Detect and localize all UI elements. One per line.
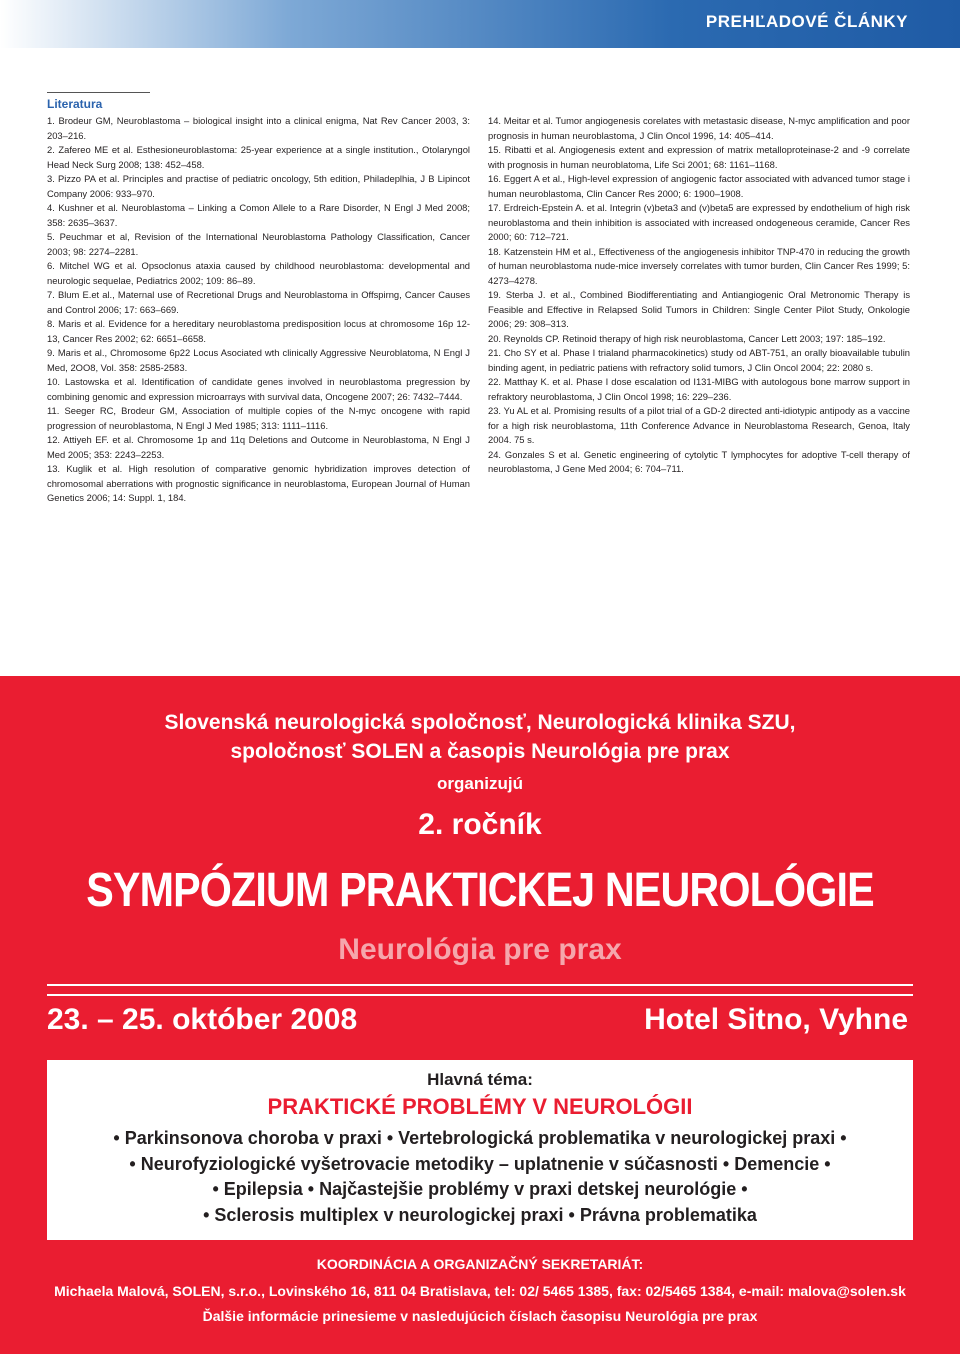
reference-text: Lastowska et al. Identification of candidate genes involved in neuroblastoma pregression by combining genomic and expression microarrays with survival data, Oncogene 2007; 26: 7432–7444. [47, 376, 470, 402]
reference-item [488, 375, 910, 404]
reference-number: 14. [488, 115, 502, 126]
more-info-line: Ďalšie informácie prinesieme v nasledujúcich číslach časopisu Neurológia pre prax [202, 1308, 758, 1324]
section-title: PREHĽADOVÉ ČLÁNKY [705, 12, 908, 31]
reference-text: Yu AL et al. Promising results of a pilot trial of a GD-2 directed anti-idiotypic antipody as a vaccine for a high risk neuroblastoma, 11th Conference Advance in Neuroblastoma Research, Genoa, Italy 2004. 75 s. [488, 405, 910, 445]
reference-number: 20. [488, 332, 502, 344]
reference-item [47, 317, 470, 346]
coordination-heading: KOORDINÁCIA A ORGANIZAČNÝ SEKRETARIÁT: [316, 1256, 644, 1272]
reference-number: 7. [47, 289, 55, 300]
symposium-subtitle: Neurológia pre prax [338, 933, 622, 966]
reference-text: Maris et al., Chromosome 6p22 Locus Asociated wth clinically Aggressive Neuroblatoma, N Engl J Med, 2OO8, Vol. 358: 2585-2583. [47, 347, 470, 373]
section-header-bar [0, 0, 960, 48]
reference-number: 12. [47, 434, 61, 445]
contact-line: Michaela Malová, SOLEN, s.r.o., Lovinského 16, 811 04 Bratislava, tel: 02/ 5465 1385, fax: 02/5465 1384, e-mail: malova@solen.sk [54, 1283, 906, 1299]
reference-item [47, 230, 470, 259]
reference-item [47, 433, 470, 462]
reference-item [488, 404, 910, 448]
reference-number: 16. [488, 173, 502, 184]
reference-text: Zafereo ME et al. Esthesioneuroblastoma: 25-year experience at a single institution., Otolaryngol Head Neck Surg 2008; 138: 452–458. [47, 144, 470, 170]
literature-heading: Literatura [47, 97, 103, 111]
reference-text: Maris et al. Evidence for a hereditary neuroblastoma predisposition locus at chromosome 16p 12-13, Cancer Res 2002; 62: 6651–6658. [47, 318, 470, 344]
reference-text: Kushner et al. Neuroblastoma – Linking a Comon Allele to a Rare Disorder, N Engl J Med 2008; 358: 2635–3637. [47, 202, 471, 228]
reference-item [488, 346, 910, 375]
reference-text: Cho SY et al. Phase I trialand pharmacokinetics) study od ABT-751, an orally bioavailable tubulin binding agent, in pediatric patiens with refractory solid tumors, J Clin Oncol 2004; 22: 2080 s. [488, 347, 911, 373]
reference-number: 9. [47, 347, 55, 358]
theme-box [47, 1060, 913, 1240]
reference-number: 17. [488, 202, 502, 213]
reference-text: Matthay K. et al. Phase I dose escalation od I131-MIBG with autologous bone marrow support in refraktory neuroblastoma, J Clin Oncol 1998; 16: 229–236. [488, 376, 911, 402]
symposium-title: SYMPÓZIUM PRAKTICKEJ NEUROLÓGIE [86, 864, 874, 917]
reference-item [488, 332, 910, 347]
reference-text: Pizzo PA et al. Principles and practise of pediatric oncology, 5th edition, Philadeplhia, J B Lipincot Company 2006: 933–970. [47, 173, 470, 199]
reference-text: Sterba J. et al., Combined Biodifferentiating and Antiangiogenic Oral Metronomic Therapy is Feasible and Effective in Relapsed Solid Tumors in Children: Single Center Pilot Study, Onkologie 2006; 29: 308–313. [488, 289, 911, 329]
topic-line: • Sclerosis multiplex v neurologickej praxi • Právna problematika [203, 1205, 757, 1225]
reference-text: Kuglik et al. High resolution of comparative genomic hybridization improves detection of chromosomal aberrations with prognostic significance in neuroblastoma, European Journal of Human Genetics 2006; 14: Suppl. 1, 184. [47, 463, 470, 503]
literature-rule [47, 92, 150, 93]
topic-line: • Neurofyziologické vyšetrovacie metodiky – uplatnenie v súčasnosti • Demencie • [129, 1154, 831, 1174]
reference-number: 19. [488, 289, 502, 300]
reference-text: Katzenstein HM et al., Effectiveness of the angiogenesis inhibitor TNP-470 in reducing the growth of human neuroblastoma nude-mice inversely correlates with tumor burden, Clin Cancer Res 1999; 5: 4273–4278. [488, 245, 910, 286]
reference-text: Brodeur GM, Neuroblastoma – biological insight into a clinical enigma, Nat Rev Cancer 2003, 3: 203–216. [47, 115, 470, 141]
reference-text: Blum E.et al., Maternal use of Recretional Drugs and Neuroblastoma in Offspirng, Cancer Causes and Control 2006; 17: 663–669. [47, 289, 471, 315]
reference-number: 21. [488, 347, 502, 358]
reference-text: Peuchmar et al, Revision of the International Neuroblastoma Pathology Classification, Cancer 2003; 98: 2274–2281. [47, 231, 470, 257]
reference-number: 5. [47, 231, 55, 242]
reference-number: 8. [47, 318, 55, 329]
organizers-line-1: Slovenská neurologická spoločnosť, Neurologická klinika SZU, [164, 711, 796, 734]
reference-item [488, 172, 910, 201]
reference-item [47, 462, 470, 506]
reference-number: 24. [488, 448, 502, 460]
reference-item [47, 375, 470, 404]
reference-number: 23. [488, 405, 502, 416]
reference-item [47, 259, 470, 288]
reference-item [488, 245, 910, 289]
reference-number: 15. [488, 144, 502, 155]
reference-item [47, 288, 470, 317]
organize-label: organizujú [437, 774, 523, 793]
reference-item [47, 114, 470, 143]
reference-item [47, 143, 470, 172]
event-venue: Hotel Sitno, Vyhne [644, 1003, 908, 1036]
reference-item [488, 288, 910, 332]
reference-text: Mitchel WG et al. Opsoclonus ataxia caused by childhood neuroblastoma: developmental and neurologic sequelae, Pediatrics 2002; 109: 86–89. [47, 260, 470, 286]
organizers-line-2: spoločnosť SOLEN a časopis Neurológia pre prax [230, 740, 730, 763]
reference-text: Ribatti et al. Angiogenesis extent and expression of matrix metalloproteinase-2 and -9 correlate with prognosis in human neuroblatoma, Life Sci 2001; 68: 1161–1168. [488, 144, 910, 170]
reference-number: 4. [47, 202, 55, 213]
reference-item [47, 201, 470, 230]
reference-number: 10. [47, 376, 61, 387]
reference-text: Seeger RC, Brodeur GM, Association of multiple copies of the N-myc oncogene with rapid progression of neuroblastoma, N Engl J Med 1985; 313: 1111–1116. [47, 405, 470, 431]
reference-text: Reynolds CP. Retinoid therapy of high risk neuroblastoma, Cancer Lett 2003; 197: 185–192. [503, 332, 886, 344]
main-theme: PRAKTICKÉ PROBLÉMY V NEUROLÓGII [267, 1094, 693, 1119]
references-right-column [488, 114, 910, 477]
reference-number: 3. [47, 173, 55, 184]
reference-item [47, 346, 470, 375]
reference-number: 18. [488, 245, 502, 257]
reference-item [488, 448, 910, 477]
references-left-column [47, 114, 470, 506]
reference-item [488, 114, 910, 143]
reference-number: 13. [47, 463, 61, 474]
reference-text: Eggert A et al., High-level expression of angiogenic factor associated with advanced tumor stage i human neuroblastoma, Clin Cancer Res 2000; 6: 1900–1908. [488, 173, 910, 199]
reference-number: 6. [47, 260, 55, 271]
reference-text: Gonzales S et al. Genetic engineering of cytolytic T lymphocytes for adoptive T-cell therapy of neuroblastoma, J Gene Med 2004; 6: 704–711. [488, 448, 911, 474]
symposium-advert [0, 676, 960, 1354]
reference-number: 2. [47, 144, 55, 155]
reference-text: Erdreich-Epstein A. et al. Integrin (v)beta3 and (v)beta5 are expressed by endothelium of high risk neuroblastoma and thein inhibition is associated with increased ondogeneous ceramide, Cancer Res 2000; 60: 712–721. [488, 202, 910, 242]
divider-line [47, 994, 913, 996]
reference-text: Meitar et al. Tumor angiogenesis corelates with metastasic disease, N-myc amplification and poor prognosis in human neuroblastoma, J Clin Oncol 1996, 14: 405–414. [488, 115, 910, 141]
reference-item [47, 172, 470, 201]
reference-number: 11. [47, 405, 60, 416]
reference-text: Attiyeh EF. et al. Chromosome 1p and 11q Deletions and Outcome in Neuroblastoma, N Engl J Med 2005; 353: 2243–2253. [47, 434, 470, 460]
topic-line: • Parkinsonova choroba v praxi • Vertebrologická problematika v neurologickej praxi • [113, 1128, 847, 1148]
topic-line: • Epilepsia • Najčastejšie problémy v praxi detskej neurológie • [212, 1179, 748, 1199]
event-date: 23. – 25. október 2008 [47, 1003, 358, 1036]
reference-item [47, 404, 470, 433]
edition-label: 2. ročník [418, 808, 542, 841]
theme-heading: Hlavná téma: [427, 1070, 533, 1089]
reference-number: 1. [47, 115, 55, 126]
reference-item [488, 201, 910, 245]
reference-number: 22. [488, 376, 502, 387]
reference-item [488, 143, 910, 172]
divider-line [47, 984, 913, 986]
